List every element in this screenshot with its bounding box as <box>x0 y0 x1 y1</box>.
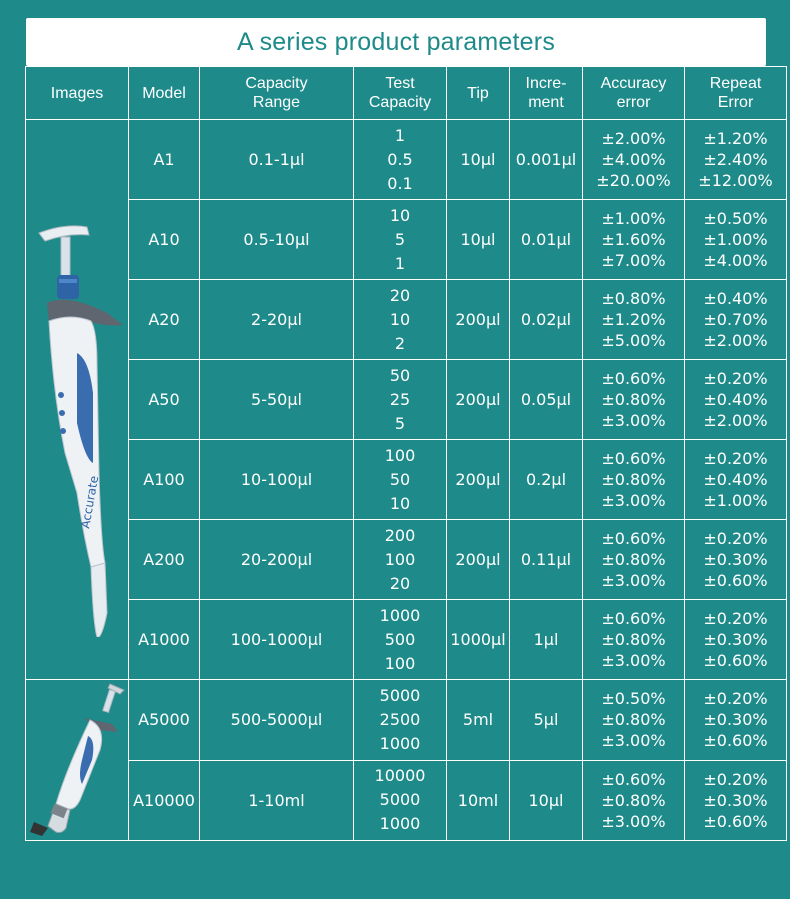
accuracy-cell-line: ±0.50% <box>601 689 666 709</box>
accuracy-cell-line: ±0.60% <box>601 449 666 468</box>
test-capacity-cell-line: 500 <box>384 629 416 649</box>
header-label: Capacity <box>245 75 308 92</box>
increment-cell: 0.2μl <box>510 440 583 520</box>
capacity-range-cell: 20-200μl <box>200 520 354 600</box>
header-test <box>354 67 447 120</box>
test-capacity-cell-line: 2500 <box>379 709 421 729</box>
test-capacity-cell-line: 10000 <box>374 766 426 786</box>
tip-cell: 200μl <box>447 520 510 600</box>
repeat-cell-line: ±0.60% <box>703 651 768 670</box>
accuracy-cell-line: ±3.00% <box>601 811 666 831</box>
model-cell: A10000 <box>129 760 200 841</box>
accuracy-cell-line: ±1.00% <box>601 209 666 228</box>
header-label: Model <box>142 84 186 102</box>
table-row <box>26 280 787 360</box>
brand-label: Accurate <box>78 474 102 530</box>
repeat-cell-line: ±0.20% <box>703 689 768 709</box>
repeat-cell <box>685 360 787 440</box>
tip-cell: 5ml <box>447 680 510 761</box>
tip-cell: 10ml <box>447 760 510 841</box>
capacity-range-cell: 2-20μl <box>200 280 354 360</box>
repeat-cell-line: ±0.70% <box>703 310 768 329</box>
test-capacity-cell-line: 20 <box>389 285 411 305</box>
capacity-range-cell: 0.5-10μl <box>200 200 354 280</box>
test-capacity-cell-line: 10 <box>389 205 411 225</box>
tip-cell: 1000μl <box>447 600 510 680</box>
accuracy-cell <box>583 520 685 600</box>
repeat-cell <box>685 120 787 200</box>
header-label: Tip <box>467 84 489 102</box>
repeat-cell <box>685 200 787 280</box>
repeat-cell-line: ±1.00% <box>703 230 768 249</box>
repeat-cell-line: ±0.40% <box>703 390 768 409</box>
table-row <box>26 680 787 761</box>
repeat-cell-line: ±1.00% <box>703 491 768 510</box>
model-cell: A100 <box>129 440 200 520</box>
accuracy-cell-line: ±3.00% <box>601 651 666 670</box>
accuracy-cell-line: ±0.60% <box>601 609 666 628</box>
table-body <box>26 120 787 841</box>
repeat-cell-line: ±0.40% <box>703 289 768 308</box>
accuracy-cell-line: ±0.80% <box>601 289 666 308</box>
header-label: Capacity <box>368 94 432 111</box>
capacity-range-cell: 10-100μl <box>200 440 354 520</box>
repeat-cell-line: ±0.50% <box>703 209 768 228</box>
test-capacity-cell-line: 50 <box>389 469 411 489</box>
capacity-range-cell: 100-1000μl <box>200 600 354 680</box>
increment-cell: 0.01μl <box>510 200 583 280</box>
test-capacity-cell-line: 10 <box>389 493 411 513</box>
header-label: Error <box>717 94 754 111</box>
accuracy-cell <box>583 280 685 360</box>
increment-cell: 5μl <box>510 680 583 761</box>
accuracy-cell <box>583 680 685 761</box>
repeat-cell-line: ±1.20% <box>703 129 768 148</box>
header-label: Images <box>50 84 104 102</box>
test-capacity-cell <box>354 200 447 280</box>
repeat-cell-line: ±4.00% <box>703 251 768 270</box>
accuracy-cell-line: ±0.60% <box>601 529 666 548</box>
accuracy-cell <box>583 440 685 520</box>
accuracy-cell <box>583 760 685 841</box>
accuracy-cell-line: ±2.00% <box>601 129 666 148</box>
accuracy-cell-line: ±3.00% <box>601 491 666 510</box>
test-capacity-cell <box>354 280 447 360</box>
test-capacity-cell-line: 5 <box>394 413 406 433</box>
accuracy-cell-line: ±0.60% <box>601 769 666 789</box>
test-capacity-cell <box>354 520 447 600</box>
accuracy-cell-line: ±3.00% <box>601 571 666 590</box>
header-label: ment <box>528 94 564 111</box>
model-cell: A1000 <box>129 600 200 680</box>
accuracy-cell-line: ±0.80% <box>601 390 666 409</box>
header-model <box>129 67 200 120</box>
model-cell: A5000 <box>129 680 200 761</box>
accuracy-cell-line: ±7.00% <box>601 251 666 270</box>
test-capacity-cell-line: 2 <box>394 333 406 353</box>
repeat-cell-line: ±2.00% <box>703 331 768 350</box>
test-capacity-cell <box>354 680 447 761</box>
capacity-range-cell: 1-10ml <box>200 760 354 841</box>
accuracy-cell-line: ±20.00% <box>596 171 671 190</box>
test-capacity-cell-line: 1000 <box>379 605 421 625</box>
repeat-cell-line: ±0.40% <box>703 470 768 489</box>
repeat-cell-line: ±0.60% <box>703 571 768 590</box>
repeat-cell <box>685 680 787 761</box>
test-capacity-cell-line: 200 <box>384 525 416 545</box>
test-capacity-cell <box>354 440 447 520</box>
accuracy-cell-line: ±0.80% <box>601 470 666 489</box>
test-capacity-cell-line: 100 <box>384 653 416 673</box>
repeat-cell-line: ±0.30% <box>703 710 768 730</box>
test-capacity-cell-line: 100 <box>384 549 416 569</box>
repeat-cell-line: ±0.60% <box>703 731 768 751</box>
tip-cell: 200μl <box>447 280 510 360</box>
repeat-cell-line: ±0.20% <box>703 609 768 628</box>
test-capacity-cell-line: 1000 <box>379 814 421 834</box>
table-row <box>26 200 787 280</box>
accuracy-cell-line: ±4.00% <box>601 150 666 169</box>
accuracy-cell-line: ±0.60% <box>601 369 666 388</box>
header-images <box>26 67 129 120</box>
model-cell: A1 <box>129 120 200 200</box>
test-capacity-cell-line: 1 <box>394 253 406 273</box>
tip-cell: 10μl <box>447 120 510 200</box>
test-capacity-cell-line: 20 <box>389 573 411 593</box>
test-capacity-cell-line: 5000 <box>379 790 421 810</box>
test-capacity-cell <box>354 760 447 841</box>
repeat-cell-line: ±12.00% <box>698 171 773 190</box>
repeat-cell-line: ±0.20% <box>703 529 768 548</box>
repeat-cell <box>685 440 787 520</box>
header-label: Incre- <box>525 75 567 92</box>
header-repeat <box>685 67 787 120</box>
accuracy-cell <box>583 600 685 680</box>
repeat-cell-line: ±0.20% <box>703 449 768 468</box>
header-label: Repeat <box>709 75 762 92</box>
accuracy-cell-line: ±5.00% <box>601 331 666 350</box>
test-capacity-cell-line: 0.5 <box>387 149 413 169</box>
increment-cell: 0.001μl <box>510 120 583 200</box>
tip-cell: 10μl <box>447 200 510 280</box>
test-capacity-cell-line: 1000 <box>379 733 421 753</box>
repeat-cell-line: ±2.40% <box>703 150 768 169</box>
table-row <box>26 360 787 440</box>
increment-cell: 0.02μl <box>510 280 583 360</box>
repeat-cell <box>685 600 787 680</box>
repeat-cell-line: ±0.60% <box>703 811 768 831</box>
accuracy-cell-line: ±3.00% <box>601 411 666 430</box>
accuracy-cell-line: ±3.00% <box>601 731 666 751</box>
test-capacity-cell-line: 10 <box>389 309 411 329</box>
test-capacity-cell <box>354 120 447 200</box>
table-row <box>26 440 787 520</box>
test-capacity-cell <box>354 360 447 440</box>
header-label: Range <box>252 94 301 111</box>
increment-cell: 0.05μl <box>510 360 583 440</box>
tip-cell: 200μl <box>447 360 510 440</box>
repeat-cell <box>685 280 787 360</box>
test-capacity-cell-line: 1 <box>394 125 406 145</box>
increment-cell: 1μl <box>510 600 583 680</box>
test-capacity-cell-line: 5000 <box>379 685 421 705</box>
header-tip <box>447 67 510 120</box>
test-capacity-cell-line: 25 <box>389 389 411 409</box>
repeat-cell-line: ±0.30% <box>703 550 768 569</box>
capacity-range-cell: 500-5000μl <box>200 680 354 761</box>
capacity-range-cell: 0.1-1μl <box>200 120 354 200</box>
test-capacity-cell-line: 50 <box>389 365 411 385</box>
accuracy-cell-line: ±0.80% <box>601 550 666 569</box>
accuracy-cell-line: ±1.60% <box>601 230 666 249</box>
accuracy-cell-line: ±0.80% <box>601 710 666 730</box>
header-increment <box>510 67 583 120</box>
accuracy-cell <box>583 120 685 200</box>
pipette-large-image <box>26 680 129 840</box>
table-row <box>26 120 787 200</box>
header-capacity <box>200 67 354 120</box>
test-capacity-cell-line: 100 <box>384 445 416 465</box>
accuracy-cell-line: ±0.80% <box>601 790 666 810</box>
image-cell <box>26 680 129 841</box>
repeat-cell-line: ±0.20% <box>703 769 768 789</box>
accuracy-cell <box>583 360 685 440</box>
tip-cell: 200μl <box>447 440 510 520</box>
model-cell: A50 <box>129 360 200 440</box>
accuracy-cell-line: ±0.80% <box>601 630 666 649</box>
model-cell: A20 <box>129 280 200 360</box>
parameters-table <box>25 66 787 841</box>
title-banner <box>26 18 766 66</box>
header-row <box>26 67 787 120</box>
increment-cell: 10μl <box>510 760 583 841</box>
header-label: Test <box>385 75 415 92</box>
page-title: A series product parameters <box>236 27 556 56</box>
header-accuracy <box>583 67 685 120</box>
repeat-cell <box>685 760 787 841</box>
model-cell: A200 <box>129 520 200 600</box>
test-capacity-cell-line: 0.1 <box>387 173 413 193</box>
test-capacity-cell-line: 5 <box>394 229 406 249</box>
repeat-cell-line: ±0.20% <box>703 369 768 388</box>
accuracy-cell <box>583 200 685 280</box>
model-cell: A10 <box>129 200 200 280</box>
pipette-image <box>27 163 127 637</box>
test-capacity-cell <box>354 600 447 680</box>
header-label: error <box>616 94 651 111</box>
capacity-range-cell: 5-50μl <box>200 360 354 440</box>
accuracy-cell-line: ±1.20% <box>601 310 666 329</box>
image-cell <box>26 120 129 680</box>
repeat-cell-line: ±2.00% <box>703 411 768 430</box>
table-row <box>26 600 787 680</box>
repeat-cell-line: ±0.30% <box>703 790 768 810</box>
repeat-cell-line: ±0.30% <box>703 630 768 649</box>
header-label: Accuracy <box>600 75 667 92</box>
repeat-cell <box>685 520 787 600</box>
table-row <box>26 760 787 841</box>
increment-cell: 0.11μl <box>510 520 583 600</box>
table-row <box>26 520 787 600</box>
